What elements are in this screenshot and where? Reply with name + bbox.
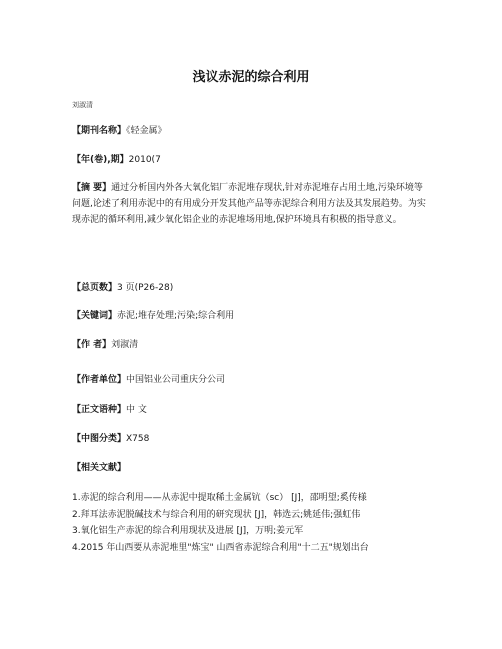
field-pages [72, 280, 428, 296]
field-year-issue-value: 2010(7 [128, 155, 161, 165]
field-affiliation [72, 372, 428, 388]
field-year-issue [72, 152, 428, 168]
field-related [72, 460, 428, 476]
field-classification-label: 【中图分类】 [72, 434, 127, 444]
reference-list [72, 490, 452, 556]
field-authors-value: 刘淑清 [111, 340, 139, 350]
field-abstract [72, 180, 428, 228]
field-authors [72, 337, 428, 353]
field-year-issue-label: 【年(卷),期】 [72, 155, 129, 165]
reference-item[interactable]: 4.2015 年山西要从赤泥堆里"炼宝" 山西省赤泥综合利用"十二五"规划出台 [72, 542, 369, 553]
field-journal-value: 《轻金属》 [126, 126, 167, 136]
field-language [72, 402, 428, 418]
field-keywords-value: 赤泥;堆存处理;污染;综合利用 [117, 311, 235, 321]
field-journal-label: 【期刊名称】 [72, 126, 127, 136]
reference-item[interactable]: 1.赤泥的综合利用——从赤泥中提取稀土金属钪（sc） [J]，邵明望;奚传様 [72, 493, 367, 503]
field-journal [72, 123, 428, 139]
reference-item[interactable]: 3.氧化铝生产赤泥的综合利用现状及进展 [J]，万明;姜元军 [72, 526, 304, 536]
field-classification [72, 431, 428, 447]
field-keywords [72, 308, 428, 324]
field-abstract-label: 【摘 要】 [72, 183, 112, 193]
field-authors-label: 【作 者】 [72, 340, 112, 350]
author-line: 刘淑清 [72, 101, 93, 109]
field-pages-value: 3 页(P26-28) [117, 283, 174, 293]
field-classification-value: X758 [126, 434, 150, 444]
field-related-label: 【相关文献】 [72, 463, 127, 473]
field-pages-label: 【总页数】 [72, 283, 118, 293]
field-keywords-label: 【关键词】 [72, 311, 118, 321]
document-title: 浅议赤泥的综合利用 [192, 70, 310, 85]
field-language-value: 中 文 [126, 405, 147, 415]
field-abstract-value: 通过分析国内外各大氧化铝厂赤泥堆存现状,针对赤泥堆存占用土地,污染环境等问题,论述了利用赤泥中的有用成分开发其他产品等赤泥综合利用方法及其发展趋势。为实现赤泥的循环利用,减少氧化铝企业的赤泥堆场用地,保护环境具有积极的指导意义。 [72, 183, 426, 225]
reference-item[interactable]: 2.拜耳法赤泥脱碱技术与综合利用的研究现状 [J]，韩选云;姚延伟;强虹伟 [72, 509, 361, 520]
field-affiliation-value: 中国铝业公司重庆分公司 [126, 375, 226, 385]
field-affiliation-label: 【作者单位】 [72, 375, 127, 385]
field-language-label: 【正文语种】 [72, 405, 127, 415]
